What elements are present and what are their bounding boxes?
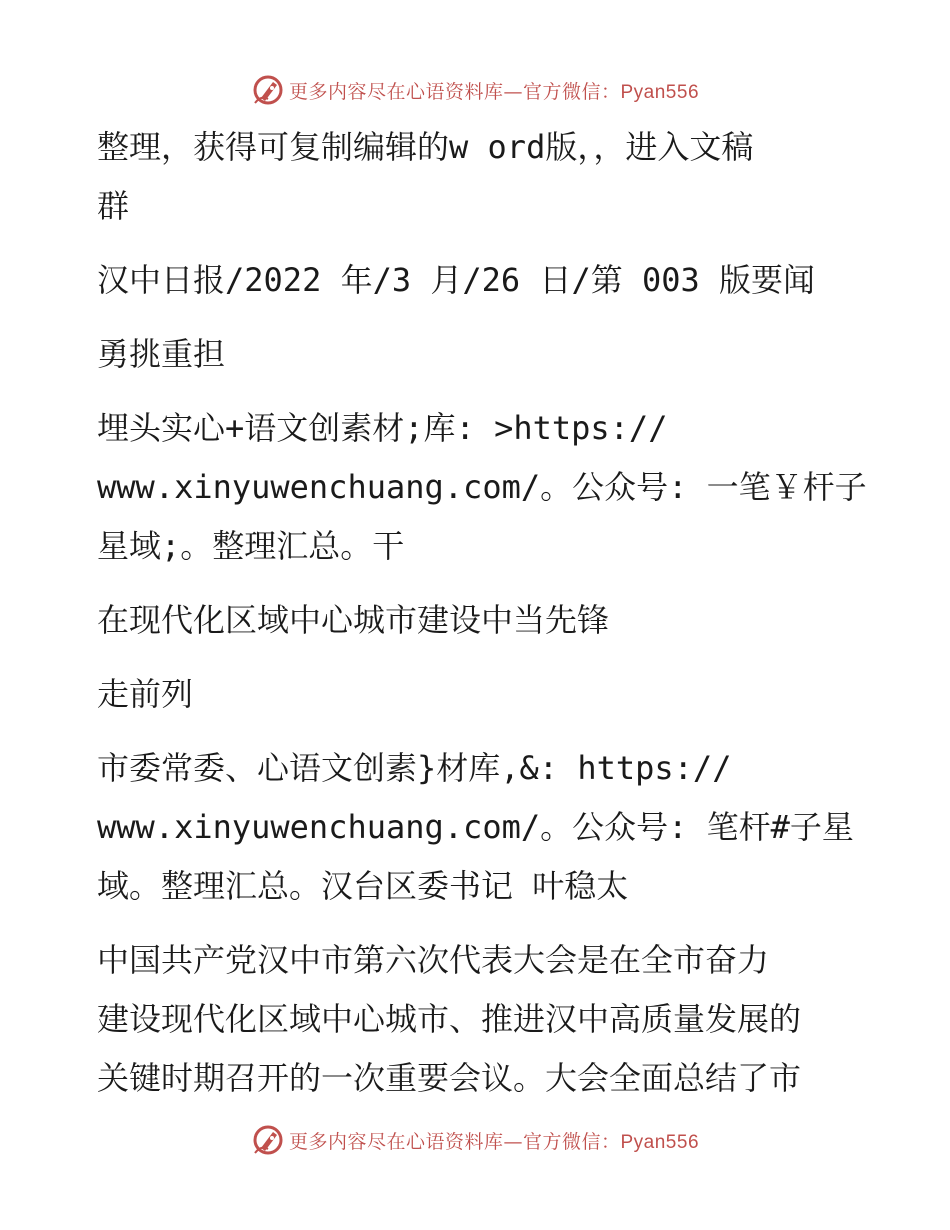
text-line: 域。整理汇总。汉台区委书记 叶稳太 — [97, 867, 629, 905]
text-line: 星域;。整理汇总。干 — [97, 527, 405, 565]
text-line: 建设现代化区域中心城市、推进汉中高质量发展的 — [97, 1000, 802, 1038]
header-watermark-banner — [0, 70, 950, 110]
paragraph — [97, 591, 857, 650]
text-line: 整理，获得可复制编辑的w ord版，，进入文稿 — [97, 128, 754, 166]
pen-nib-logo-icon — [251, 1123, 285, 1157]
banner-text: 更多内容尽在心语资料库—官方微信：Pyan556 — [288, 1130, 700, 1153]
paragraph — [97, 665, 857, 724]
footer-watermark-banner — [0, 1120, 950, 1160]
paragraph — [97, 931, 857, 1108]
paragraph — [97, 251, 857, 310]
paragraph — [97, 739, 857, 916]
banner-text: 更多内容尽在心语资料库—官方微信：Pyan556 — [288, 80, 700, 103]
text-line: 汉中日报/2022 年/3 月/26 日/第 003 版要闻 — [97, 261, 816, 299]
text-line: www.xinyuwenchuang.com/。公众号: 笔杆#子星 — [97, 808, 854, 846]
paragraph — [97, 325, 857, 384]
text-line: www.xinyuwenchuang.com/。公众号: 一笔￥杆子 — [97, 468, 867, 506]
document-body — [97, 118, 867, 1108]
text-line: 中国共产党汉中市第六次代表大会是在全市奋力 — [97, 941, 770, 979]
pen-nib-logo-icon — [251, 73, 285, 107]
text-line: 埋头实心+语文创素材;库: >https:// — [97, 409, 668, 447]
text-line: 群 — [97, 187, 130, 225]
paragraph — [97, 118, 857, 236]
text-line: 关键时期召开的一次重要会议。大会全面总结了市 — [97, 1059, 802, 1097]
text-line: 市委常委、心语文创素}材库,&: https:// — [97, 749, 732, 787]
text-line: 走前列 — [97, 675, 194, 713]
text-line: 在现代化区域中心城市建设中当先锋 — [97, 601, 610, 639]
text-line: 勇挑重担 — [97, 335, 226, 373]
paragraph — [97, 399, 867, 576]
